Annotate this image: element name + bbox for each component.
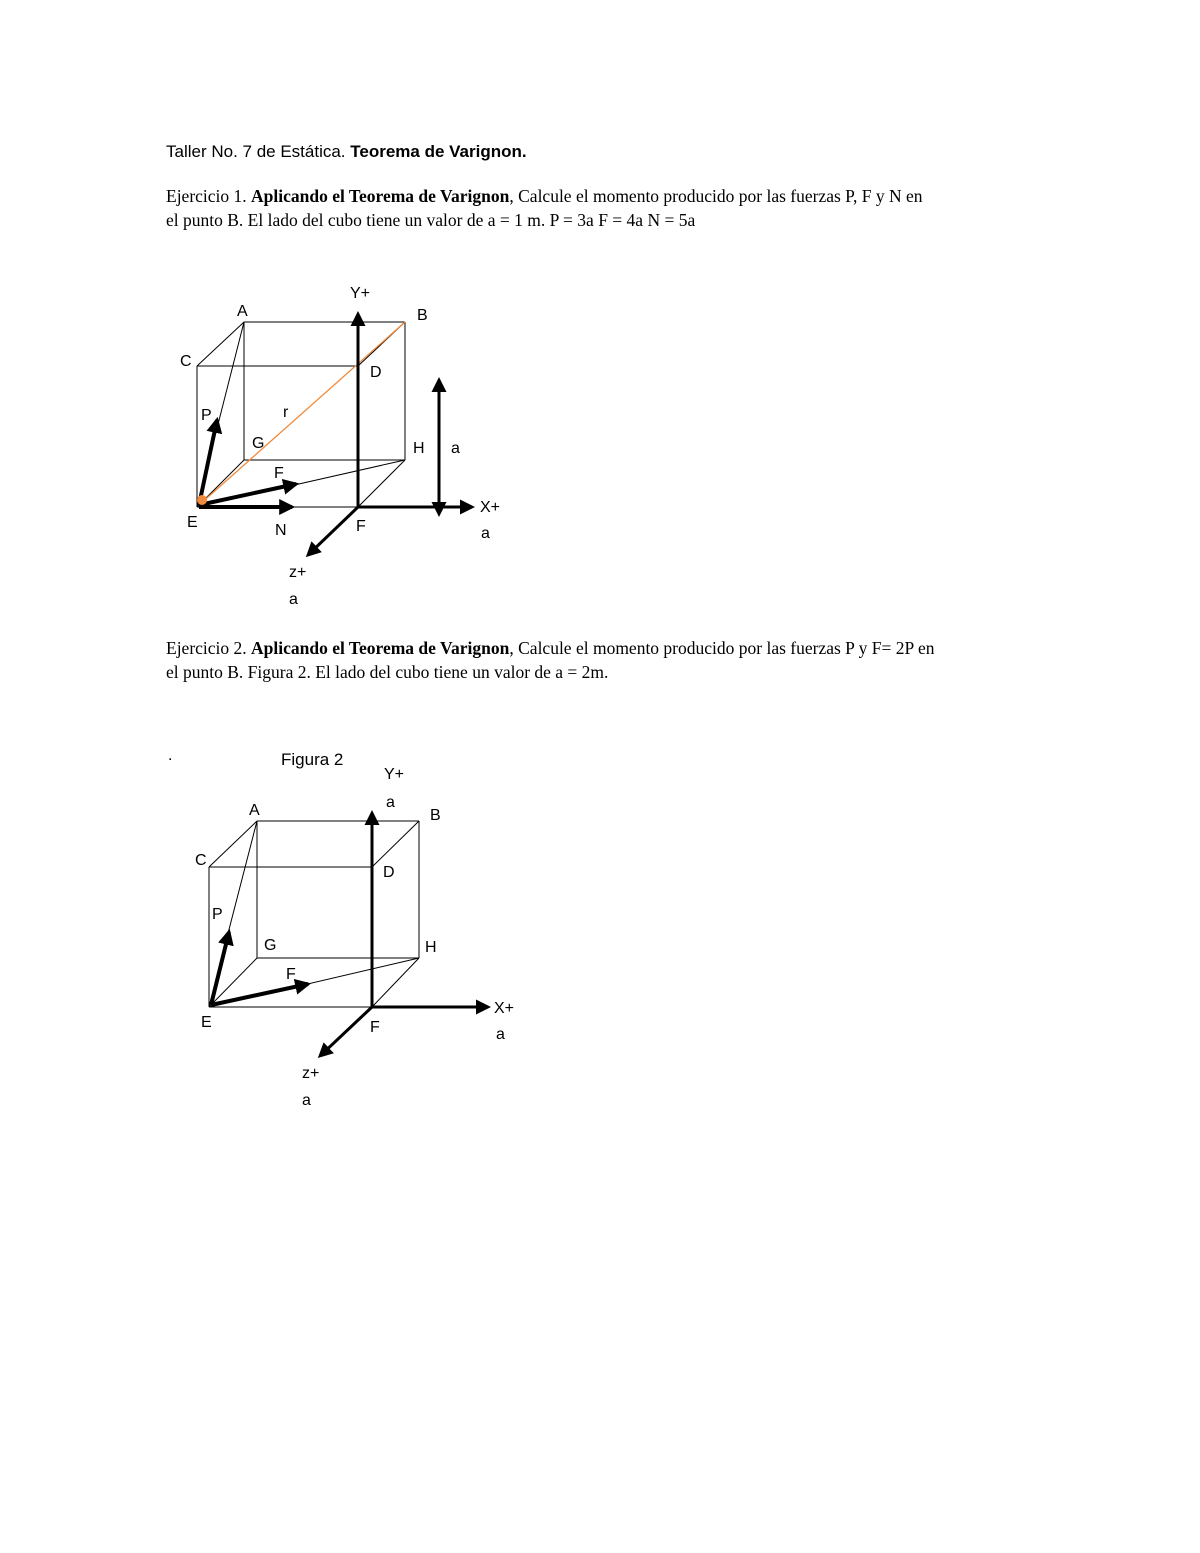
label-e: E xyxy=(201,1014,212,1031)
figure-1-cube-diagram xyxy=(0,270,560,615)
label-a: A xyxy=(237,303,248,320)
label-e: E xyxy=(187,514,198,531)
title-bold: Teorema de Varignon. xyxy=(350,142,527,161)
z-axis-arrow xyxy=(320,1007,372,1056)
ejercicio-1-prefix: Ejercicio 1. xyxy=(166,186,252,206)
label-d: D xyxy=(370,364,382,381)
label-a-z: a xyxy=(302,1092,311,1109)
edge-h-f xyxy=(358,460,405,507)
label-a-y: a xyxy=(386,794,395,811)
ejercicio-2-line-1 xyxy=(166,636,1066,660)
position-vector-r-line xyxy=(199,322,405,505)
label-z-axis: z+ xyxy=(302,1065,320,1082)
label-a-x: a xyxy=(496,1026,505,1043)
label-f-force: F xyxy=(274,465,284,482)
point-e-marker xyxy=(197,495,207,505)
label-c: C xyxy=(180,353,192,370)
figure-2-cube-diagram xyxy=(0,740,560,1115)
label-x-axis: X+ xyxy=(480,499,501,516)
ejercicio-1-text xyxy=(166,184,1066,232)
label-f-point: F xyxy=(370,1019,380,1036)
edge-d-b xyxy=(372,821,419,867)
label-h: H xyxy=(425,939,437,956)
label-a: A xyxy=(249,802,260,819)
z-axis-arrow xyxy=(308,507,358,555)
label-f-point: F xyxy=(356,518,366,535)
ejercicio-2-text xyxy=(166,636,1066,684)
force-p-arrow xyxy=(211,932,229,1005)
force-f-arrow xyxy=(199,484,296,505)
edge-h-f xyxy=(372,958,419,1007)
edge-c-a xyxy=(197,322,244,366)
ejercicio-2-line-1-rest: , Calcule el momento producido por las fuerzas P y F= 2P en xyxy=(509,638,935,658)
label-n: N xyxy=(275,522,287,539)
ejercicio-1-line-2: el punto B. El lado del cubo tiene un valor de a = 1 m. P = 3a F = 4a N = 5a xyxy=(166,210,696,230)
ejercicio-2-prefix: Ejercicio 2. xyxy=(166,638,252,658)
label-a-x: a xyxy=(481,525,490,542)
label-c: C xyxy=(195,852,207,869)
label-h: H xyxy=(413,440,425,457)
force-f-arrow xyxy=(211,984,308,1005)
label-a-side: a xyxy=(451,440,460,457)
label-a-z: a xyxy=(289,591,298,608)
label-p: P xyxy=(212,906,223,923)
label-g: G xyxy=(264,937,277,954)
label-d: D xyxy=(383,864,395,881)
label-b: B xyxy=(417,307,428,324)
label-b: B xyxy=(430,807,441,824)
ejercicio-1-line-1-rest: , Calcule el momento producido por las fuerzas P, F y N en xyxy=(509,186,923,206)
ejercicio-1-bold: Aplicando el Teorema de Varignon xyxy=(251,186,510,206)
ejercicio-2-bold: Aplicando el Teorema de Varignon xyxy=(251,638,510,658)
label-z-axis: z+ xyxy=(289,564,307,581)
label-x-axis: X+ xyxy=(494,1000,515,1017)
label-y-axis: Y+ xyxy=(350,285,371,302)
page-title xyxy=(166,142,527,162)
stray-dot: . xyxy=(168,747,173,764)
ejercicio-1-line-1 xyxy=(166,184,1066,208)
label-y-axis: Y+ xyxy=(384,766,405,783)
label-r: r xyxy=(283,404,289,421)
figure-2-title: Figura 2 xyxy=(281,750,344,769)
title-normal: Taller No. 7 de Estática. xyxy=(166,142,351,161)
edge-c-a xyxy=(209,821,257,867)
label-f-force: F xyxy=(286,966,296,983)
label-p: P xyxy=(201,407,212,424)
label-g: G xyxy=(252,435,265,452)
ejercicio-2-line-2: el punto B. Figura 2. El lado del cubo tiene un valor de a = 2m. xyxy=(166,662,609,682)
